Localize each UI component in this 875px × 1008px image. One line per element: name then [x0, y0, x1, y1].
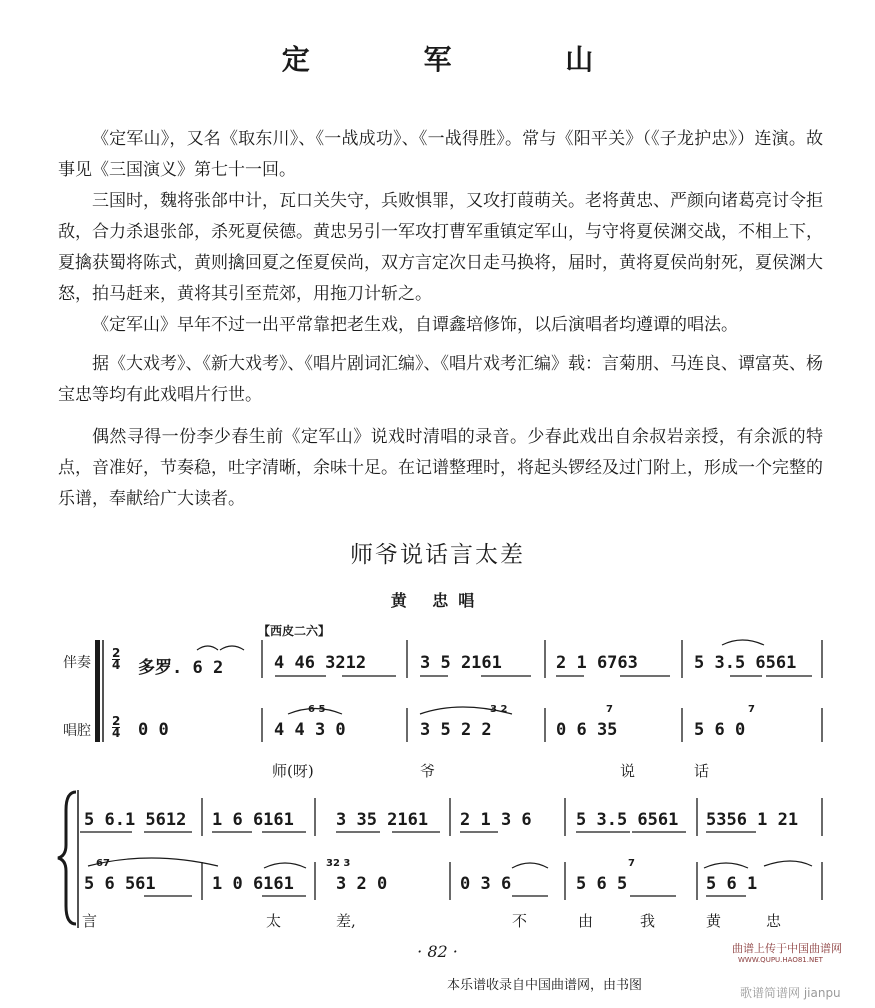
s1-acc-measure: 多罗. 6 2: [138, 658, 224, 678]
time-signature-top: 2: [112, 646, 121, 660]
s2-lyric: 差,: [336, 912, 356, 930]
s2-lyric: 黄: [706, 912, 722, 930]
s2-vocal-measure: 5 6 1: [706, 874, 758, 894]
grace-note: 3 2: [490, 704, 508, 715]
time-signature-accompaniment: [112, 648, 120, 671]
s2-vocal-measure: 0 3 6: [460, 874, 512, 894]
s2-lyric: 我: [640, 912, 656, 930]
s1-lyric: 师(呀): [272, 762, 314, 780]
s2-vocal-measure: 5 6 561: [84, 874, 156, 894]
s2-acc-measure: 5 3.5 6561: [576, 810, 679, 830]
s2-vocal-measure: 5 6 5: [576, 874, 628, 894]
grace-note: 67: [96, 858, 110, 869]
s1-lyric: 说: [620, 762, 636, 780]
s2-vocal-measure: 3 2 0: [336, 874, 388, 894]
grace-note: 7: [606, 704, 613, 715]
s2-acc-measure: 5356 1 21: [706, 810, 799, 830]
intro-paragraph-5: 偶然寻得一份李少春生前《定军山》说戏时清唱的录音。少春此戏出自余叔岩亲授，有余派的特点，音准好，节奏稳，吐字清晰，余味十足。在记谱整理时，将起头锣经及过门附上，形成一个完整的乐谱，奉献给广大读者。: [58, 427, 823, 509]
s1-vocal-measure: 0 6 35: [556, 720, 618, 740]
intro-paragraph-4: 据《大戏考》、《新大戏考》、《唱片剧词汇编》、《唱片戏考汇编》载：言菊朋、马连良、谭富英、杨宝忠等均有此戏唱片行世。: [58, 354, 823, 405]
s1-vocal-measure: 3 5 2 2: [420, 720, 492, 740]
song-title: 师爷说话言太差: [350, 542, 525, 568]
s2-acc-measure: 5 6.1 5612: [84, 810, 187, 830]
s1-vocal-measure: 4 4 3 0: [274, 720, 346, 740]
footer-credit: 本乐谱收录自中国曲谱网，由书图: [447, 978, 643, 993]
accompaniment-label: 伴奏: [63, 655, 91, 671]
s1-acc-measure: 2 1 6763: [556, 653, 638, 673]
intro-paragraph-2: 三国时，魏将张郃中计，瓦口关失守，兵败惧罪，又攻打葭萌关。老将黄忠、严颜向诸葛亮讨令拒敌，合力杀退张郃，杀死夏侯德。黄忠另引一军攻打曹军重镇定军山，与守将夏侯渊交战，不相上下，夏擒获蜀将陈式，黄则擒回夏之侄夏侯尚，双方言定次日走马换将，届时，黄将夏侯尚射死，夏侯渊大怒，拍马赶来，黄将其引至荒郊，用拖刀计斩之。: [58, 191, 823, 304]
grace-note: 7: [628, 858, 635, 869]
s2-lyric: 太: [266, 912, 282, 930]
watermark-jianpu: 歌谱简谱网 jianpu: [740, 986, 841, 1000]
s1-acc-measure: 4 46 3212: [274, 653, 367, 673]
s1-acc-measure: 3 5 2161: [420, 653, 502, 673]
grace-note: 32 3: [326, 858, 351, 869]
vocal-label: 唱腔: [63, 723, 91, 739]
s2-lyric: 不: [512, 912, 528, 930]
s2-lyric: 忠: [766, 912, 782, 930]
time-signature-bottom: 4: [112, 658, 121, 672]
intro-paragraph-3: 《定军山》早年不过一出平常靠把老生戏，自谭鑫培修饰，以后演唱者均遵谭的唱法。: [92, 315, 738, 335]
section-mark: 【西皮二六】: [258, 624, 331, 638]
s1-lyric: 话: [694, 762, 710, 780]
singer-credit: 黄 忠唱: [390, 591, 485, 610]
system1-bracket: [95, 640, 100, 742]
page-number: · 82 ·: [417, 942, 458, 961]
watermark-url: WWW.QUPU.HAO81.NET: [738, 956, 823, 964]
s2-acc-measure: 3 35 2161: [336, 810, 429, 830]
s2-acc-measure: 2 1 3 6: [460, 810, 532, 830]
time-signature-bottom: 4: [112, 726, 121, 740]
s2-acc-measure: 1 6 6161: [212, 810, 294, 830]
s1-acc-measure: 5 3.5 6561: [694, 653, 797, 673]
watermark-site: 曲谱上传于中国曲谱网: [732, 942, 842, 955]
intro-paragraph-1: 《定军山》，又名《取东川》、《一战成功》、《一战得胜》。常与《阳平关》（《子龙护忠》）连演。故事见《三国演义》第七十一回。: [58, 129, 823, 180]
s1-vocal-measure: 5 6 0: [694, 720, 746, 740]
s2-vocal-measure: 1 0 6161: [212, 874, 294, 894]
time-signature-vocal: [112, 716, 120, 739]
time-signature-top: 2: [112, 714, 121, 728]
grace-note: 6 5: [308, 704, 326, 715]
grace-note: 7: [748, 704, 755, 715]
s1-vocal-measure: 0 0: [138, 720, 169, 740]
s2-lyric: 由: [578, 912, 594, 930]
s1-lyric: 爷: [420, 762, 436, 780]
s2-lyric: 言: [82, 912, 98, 930]
page-title: 定 军 山: [281, 43, 646, 76]
